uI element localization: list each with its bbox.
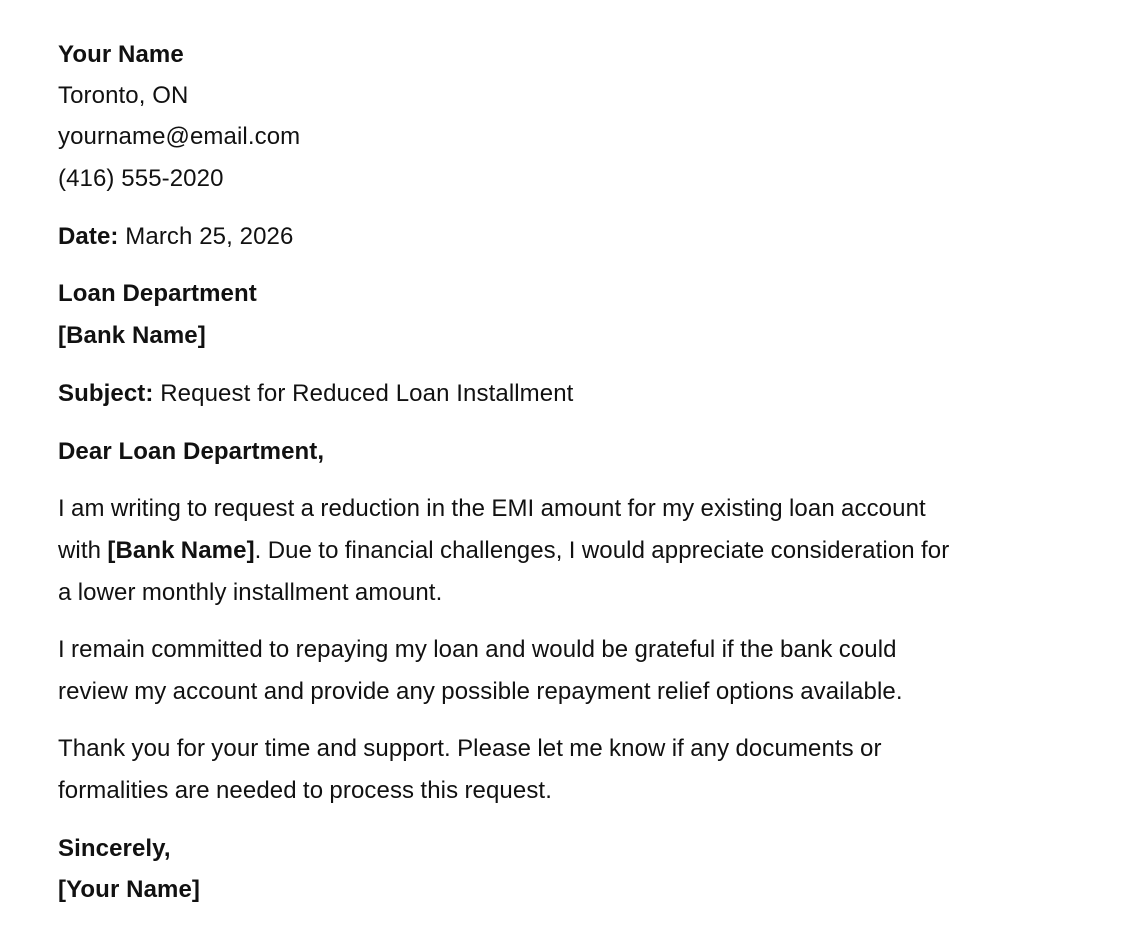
date-value: March 25, 2026 — [118, 223, 294, 250]
paragraph-1-line-3: a lower monthly installment amount. — [58, 579, 443, 606]
sender-city: Toronto, ON — [58, 82, 189, 109]
salutation: Dear Loan Department, — [58, 438, 325, 465]
paragraph-2-line-1: I remain committed to repaying my loan and would be grateful if the bank could — [58, 636, 897, 663]
sender-name: Your Name — [58, 41, 184, 68]
date-label: Date: — [58, 223, 119, 250]
sender-email: yourname@email.com — [58, 123, 301, 150]
recipient-bank: [Bank Name] — [58, 322, 206, 349]
paragraph-3-line-2: formalities are needed to process this request. — [58, 777, 552, 804]
paragraph-3-line-1: Thank you for your time and support. Please let me know if any documents or — [58, 735, 882, 762]
subject-line — [58, 379, 573, 409]
closing-signature: [Your Name] — [58, 876, 201, 903]
p1-line2-pre: with — [58, 537, 108, 564]
sender-phone: (416) 555-2020 — [58, 165, 224, 192]
paragraph-2-line-2: review my account and provide any possible repayment relief options available. — [58, 678, 903, 705]
p1-bank-name: [Bank Name] — [107, 537, 255, 564]
subject-value: Request for Reduced Loan Installment — [153, 380, 574, 407]
paragraph-1-line-1: I am writing to request a reduction in the EMI amount for my existing loan account — [58, 495, 926, 522]
recipient-department: Loan Department — [58, 280, 257, 307]
paragraph-1-line-2 — [58, 536, 949, 566]
closing-valediction: Sincerely, — [58, 835, 171, 862]
subject-label: Subject: — [58, 380, 154, 407]
date-line — [58, 222, 293, 252]
p1-line2-post: . Due to financial challenges, I would appreciate consideration for — [254, 537, 950, 564]
